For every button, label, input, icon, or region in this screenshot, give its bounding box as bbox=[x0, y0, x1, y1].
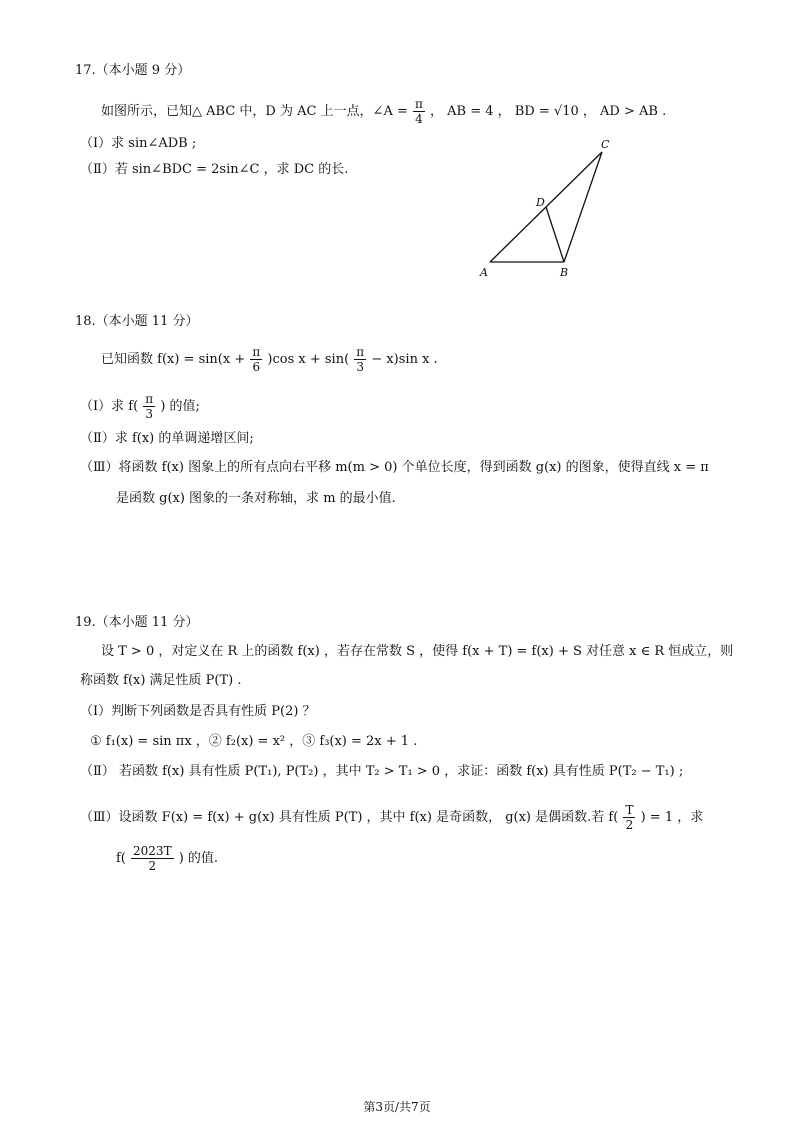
problem-19-part-1: （Ⅰ）判断下列函数是否具有性质 P(2) ？ bbox=[80, 704, 316, 719]
problem-19-part-1-items: ① f₁(x) = sin πx ，② f₂(x) = x² ，③ f₃(x) = 2x + 1 . bbox=[90, 734, 418, 749]
problem-19-part-2: （Ⅱ） 若函数 f(x) 具有性质 P(T₁), P(T₂) ，其中 T₂ > T₁ > 0 ，求证：函数 f(x) 具有性质 P(T₂ − T₁) ; bbox=[80, 764, 684, 779]
stem-text-b: )cos x + sin( bbox=[267, 352, 350, 367]
problem-17-stem bbox=[101, 97, 666, 126]
triangle-figure bbox=[470, 135, 630, 280]
problem-19-part-3-line-2 bbox=[116, 844, 218, 873]
problem-19-stem-line-1: 设 T > 0 ，对定义在 R 上的函数 f(x) ，若存在常数 S ，使得 f(x + T) = f(x) + S 对任意 x ∈ R 恒成立，则 bbox=[101, 644, 734, 659]
stem-text-a: 如图所示，已知△ ABC 中，D 为 AC 上一点，∠A = bbox=[101, 104, 408, 119]
frac-denominator: 3 bbox=[145, 407, 154, 421]
problem-17-header: 17.（本小题 9 分） bbox=[75, 63, 191, 78]
segment-bd bbox=[546, 207, 564, 262]
fraction-pi-over-4 bbox=[413, 97, 425, 126]
segment-bc bbox=[564, 152, 602, 262]
problem-17-part-1: （Ⅰ）求 sin∠ADB ; bbox=[80, 136, 197, 151]
frac-numerator: π bbox=[415, 97, 423, 111]
part-text-a: （Ⅰ）求 f( bbox=[80, 399, 139, 414]
part-text-b: ) 的值. bbox=[178, 851, 219, 866]
problem-19-part-3-line-1 bbox=[80, 803, 703, 832]
part-text-b: ) 的值; bbox=[160, 399, 200, 414]
label-a: A bbox=[480, 266, 488, 279]
problem-19-stem-line-2: 称函数 f(x) 满足性质 P(T) . bbox=[80, 673, 242, 688]
frac-numerator: π bbox=[145, 392, 154, 406]
problem-17-part-2: （Ⅱ）若 sin∠BDC = 2sin∠C ，求 DC 的长. bbox=[80, 162, 349, 177]
label-c: C bbox=[601, 138, 610, 151]
page-footer: 第3页/共7页 bbox=[363, 1100, 431, 1114]
frac-denominator: 2 bbox=[148, 859, 157, 873]
part-text-a: f( bbox=[116, 851, 126, 866]
problem-19-header: 19.（本小题 11 分） bbox=[75, 615, 199, 630]
frac-numerator: 2023T bbox=[133, 844, 172, 858]
problem-18-part-3-line-2: 是函数 g(x) 图象的一条对称轴，求 m 的最小值. bbox=[116, 491, 396, 506]
fraction-pi-over-3 bbox=[354, 345, 366, 374]
fraction-2023t-over-2 bbox=[131, 844, 174, 873]
fraction-pi-over-3 bbox=[143, 392, 155, 421]
label-b: B bbox=[560, 266, 569, 279]
stem-text-a: 已知函数 f(x) = sin(x + bbox=[101, 352, 246, 367]
problem-18-header: 18.（本小题 11 分） bbox=[75, 314, 199, 329]
problem-18-part-3-line-1: （Ⅲ）将函数 f(x) 图象上的所有点向右平移 m(m > 0) 个单位长度，得到函数 g(x) 的图象，使得直线 x = π bbox=[80, 460, 709, 475]
problem-18-part-1 bbox=[80, 392, 200, 421]
problem-18-part-2: （Ⅱ）求 f(x) 的单调递增区间; bbox=[80, 431, 254, 446]
frac-numerator: π bbox=[356, 345, 365, 359]
frac-numerator: π bbox=[252, 345, 261, 359]
problem-18-stem bbox=[101, 345, 438, 374]
part-text-b: ) = 1 ，求 bbox=[640, 810, 704, 825]
frac-numerator: T bbox=[625, 803, 634, 817]
frac-denominator: 2 bbox=[625, 818, 634, 832]
frac-denominator: 4 bbox=[415, 112, 423, 126]
stem-text-b: ， AB = 4 ， BD = √10 ， AD > AB . bbox=[430, 104, 667, 119]
fraction-pi-over-6 bbox=[250, 345, 262, 374]
stem-text-c: − x)sin x . bbox=[371, 352, 438, 367]
frac-denominator: 3 bbox=[356, 360, 365, 374]
fraction-t-over-2 bbox=[623, 803, 635, 832]
frac-denominator: 6 bbox=[252, 360, 261, 374]
part-text-a: （Ⅲ）设函数 F(x) = f(x) + g(x) 具有性质 P(T) ，其中 f(x) 是奇函数， g(x) 是偶函数.若 f( bbox=[80, 810, 619, 825]
label-d: D bbox=[536, 196, 545, 209]
